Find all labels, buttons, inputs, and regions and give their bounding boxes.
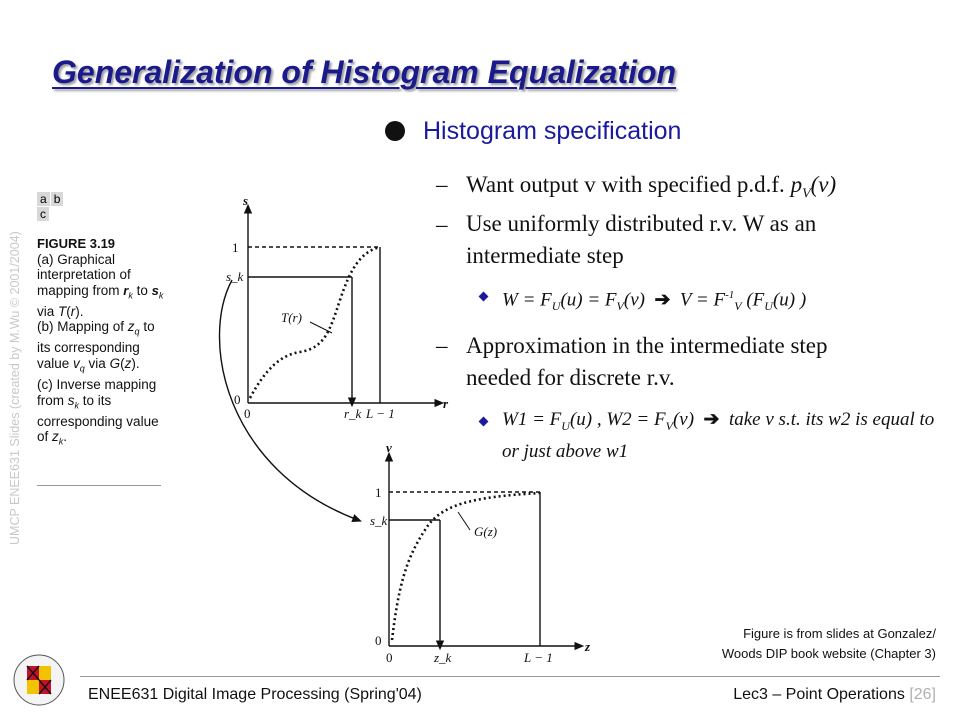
- item-1-sub: V: [802, 186, 811, 202]
- dash-3: –: [436, 333, 448, 358]
- footer-rule: [80, 676, 940, 677]
- item-2-line-1: Use uniformly distributed r.v. W as an: [466, 211, 817, 236]
- item-2-line-2: intermediate step: [466, 243, 624, 268]
- footer-lecture: [733, 686, 936, 704]
- item-1-p: p: [790, 172, 803, 197]
- plot-b-y-tick-0: 0: [375, 633, 382, 648]
- footer-page-number: [26]: [909, 686, 936, 703]
- plot-b-x-tick-L: L − 1: [524, 650, 553, 665]
- panel-label-a: a: [37, 192, 50, 206]
- plot-a-y-tick-0: 0: [234, 392, 241, 407]
- source-note: [722, 624, 936, 664]
- plot-b: [389, 456, 580, 646]
- item-1-v: (v): [810, 172, 837, 197]
- sub-item-1: $W = F_U(u) = F_V(v)$ ➔ $V = F^{-1}_V$ ($F_U(u)$ ): [502, 289, 807, 314]
- panel-label-c: c: [37, 207, 49, 221]
- item-3-line-1: Approximation in the intermediate step: [466, 333, 828, 358]
- plot-a-y-tick-1: 1: [232, 240, 239, 255]
- plot-a-x-tick-0: 0: [244, 406, 251, 421]
- source-note-line-2: Woods DIP book website (Chapter 3): [721, 646, 936, 661]
- plot-b-x-label: z: [585, 639, 591, 654]
- plot-b-y-label: v: [386, 440, 392, 455]
- figure-caption-title: FIGURE 3.19: [37, 236, 116, 251]
- figure-caption: FIGURE 3.19 (a) Graphical interpretation of mapping from $r_k$ to $s_k$ via T(r). (b) Mapping of $z_q$ to its corresponding value $v_q$ via G(z). (c) Inverse mapping from $s_k$ to its corresponding value of $z_k$.: [37, 236, 164, 447]
- dash-1: –: [436, 172, 448, 197]
- main-bullet-text: Histogram specification: [423, 117, 682, 145]
- item-3-line-2: needed for discrete r.v.: [466, 365, 675, 390]
- dash-2: –: [436, 212, 448, 237]
- footer-lecture-text: Lec3 – Point Operations: [733, 686, 905, 703]
- plot-a-x-tick-L: L − 1: [366, 406, 395, 421]
- sub-item-2: $W1 = F_U(u)$ , $W2 = F_V(v)$ ➔ take v s.t. its w2 is equal to or just above w1: [502, 409, 935, 462]
- watermark: UMCP ENEE631 Slides (created by M.Wu © 2001/2004): [8, 231, 22, 545]
- source-note-line-1: Figure is from slides at Gonzalez/: [743, 626, 936, 641]
- plot-a-y-tick-sk: s_k: [226, 269, 244, 284]
- plot-b-x-tick-zk: z_k: [434, 650, 452, 665]
- plot-a-x-label: r: [443, 396, 449, 411]
- item-1-text: Want output v with specified p.d.f.: [466, 172, 791, 197]
- university-of-maryland-seal-icon: [12, 650, 66, 712]
- slide-title: Generalization of Histogram Equalization: [52, 54, 677, 90]
- plot-a: [219, 208, 440, 520]
- plot-b-curve-label: G(z): [474, 524, 498, 539]
- plot-a-curve-label: T(r): [281, 310, 302, 325]
- plot-b-y-tick-1: 1: [375, 485, 382, 500]
- plot-b-x-tick-0: 0: [386, 650, 393, 665]
- plot-b-y-tick-sk: s_k: [370, 513, 388, 528]
- footer-course: ENEE631 Digital Image Processing (Spring'04): [88, 686, 422, 703]
- plot-a-x-tick-rk: r_k: [344, 406, 362, 421]
- plot-a-y-label: s: [243, 193, 249, 208]
- panel-label-b: b: [51, 192, 64, 206]
